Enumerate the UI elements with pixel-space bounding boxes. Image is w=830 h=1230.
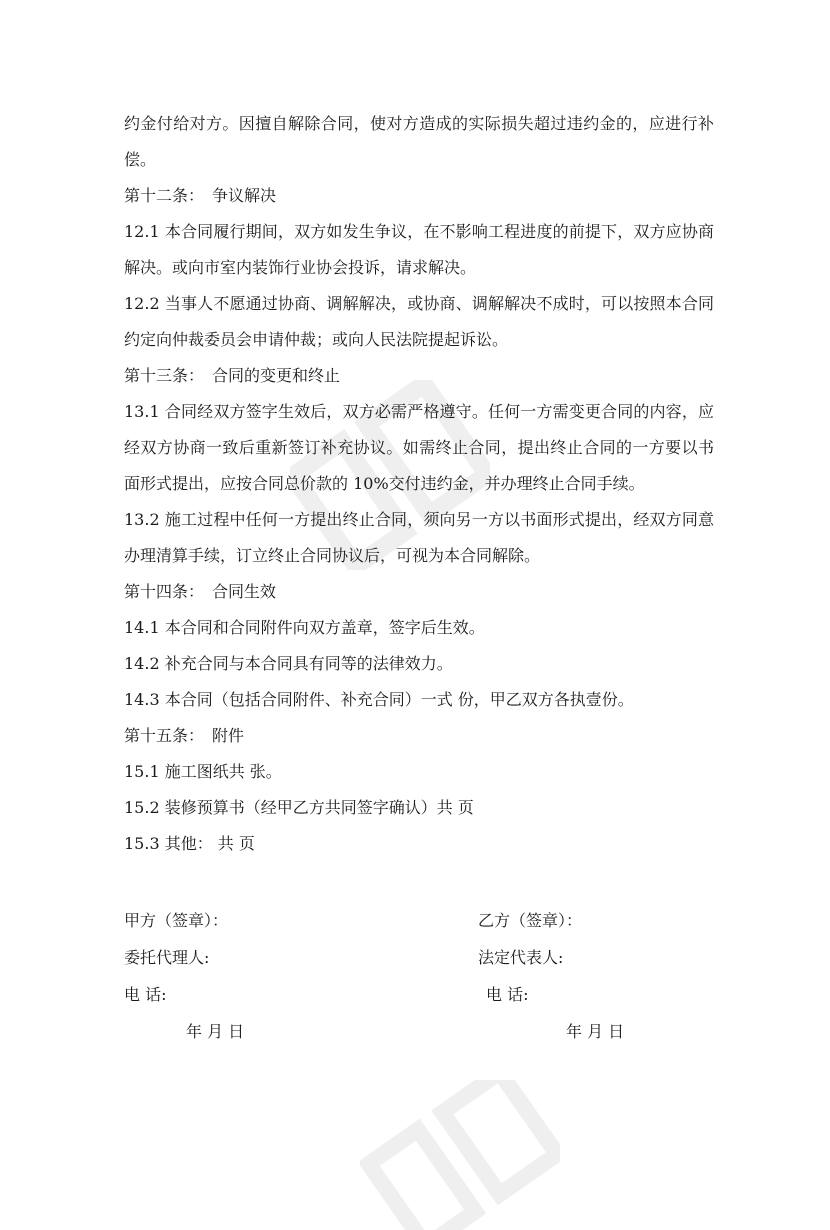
signature-row-representative <box>124 939 714 976</box>
contract-body <box>124 106 714 862</box>
clause-14-1: 14.1 本合同和合同附件向双方盖章，签字后生效。 <box>124 618 485 637</box>
legal-representative-label: 法定代表人: <box>478 947 564 967</box>
party-a-date: 年 月 日 <box>186 1021 245 1041</box>
clause-15-2: 15.2 装修预算书（经甲乙方共同签字确认）共 页 <box>124 798 474 817</box>
signature-row-seal <box>124 902 714 939</box>
heading-article-15: 第十五条： 附件 <box>124 726 245 745</box>
party-a-seal-label: 甲方（签章）： <box>124 910 229 930</box>
signature-row-date <box>124 1013 714 1050</box>
party-b-date: 年 月 日 <box>566 1021 625 1041</box>
clause-15-1: 15.1 施工图纸共 张。 <box>124 762 282 781</box>
signature-block <box>124 902 714 1050</box>
signature-row-phone <box>124 976 714 1013</box>
clause-12-1: 12.1 本合同履行期间，双方如发生争议，在不影响工程进度的前提下，双方应协商解决。或向市室内装饰行业协会投诉，请求解决。 <box>124 222 714 277</box>
clause-13-2: 13.2 施工过程中任何一方提出终止合同，须向另一方以书面形式提出，经双方同意办理清算手续，订立终止合同协议后，可视为本合同解除。 <box>124 510 714 565</box>
clause-12-2: 12.2 当事人不愿通过协商、调解解决，或协商、调解解决不成时，可以按照本合同约定向仲裁委员会申请仲裁；或向人民法院提起诉讼。 <box>124 294 714 349</box>
clause-14-3: 14.3 本合同（包括合同附件、补充合同）一式 份，甲乙双方各执壹份。 <box>124 690 634 709</box>
heading-article-14: 第十四条： 合同生效 <box>124 582 277 601</box>
heading-article-13: 第十三条： 合同的变更和终止 <box>124 366 341 385</box>
heading-article-12: 第十二条： 争议解决 <box>124 186 277 205</box>
party-b-seal-label: 乙方（签章）： <box>478 910 583 930</box>
paragraph-breach-compensation: 约金付给对方。因擅自解除合同，使对方造成的实际损失超过违约金的，应进行补偿。 <box>124 114 714 169</box>
clause-14-2: 14.2 补充合同与本合同具有同等的法律效力。 <box>124 654 453 673</box>
watermark-logo-bottom <box>360 1080 560 1230</box>
agent-label: 委托代理人: <box>124 947 210 967</box>
clause-15-3: 15.3 其他： 共 页 <box>124 834 255 853</box>
clause-13-1: 13.1 合同经双方签字生效后，双方必需严格遵守。任何一方需变更合同的内容，应经双方协商一致后重新签订补充协议。如需终止合同，提出终止合同的一方要以书面形式提出，应按合同总价款的 10%交付违约金，并办理终止合同手续。 <box>124 402 714 493</box>
party-a-phone-label: 电 话: <box>124 984 167 1004</box>
party-b-phone-label: 电 话: <box>486 984 529 1004</box>
